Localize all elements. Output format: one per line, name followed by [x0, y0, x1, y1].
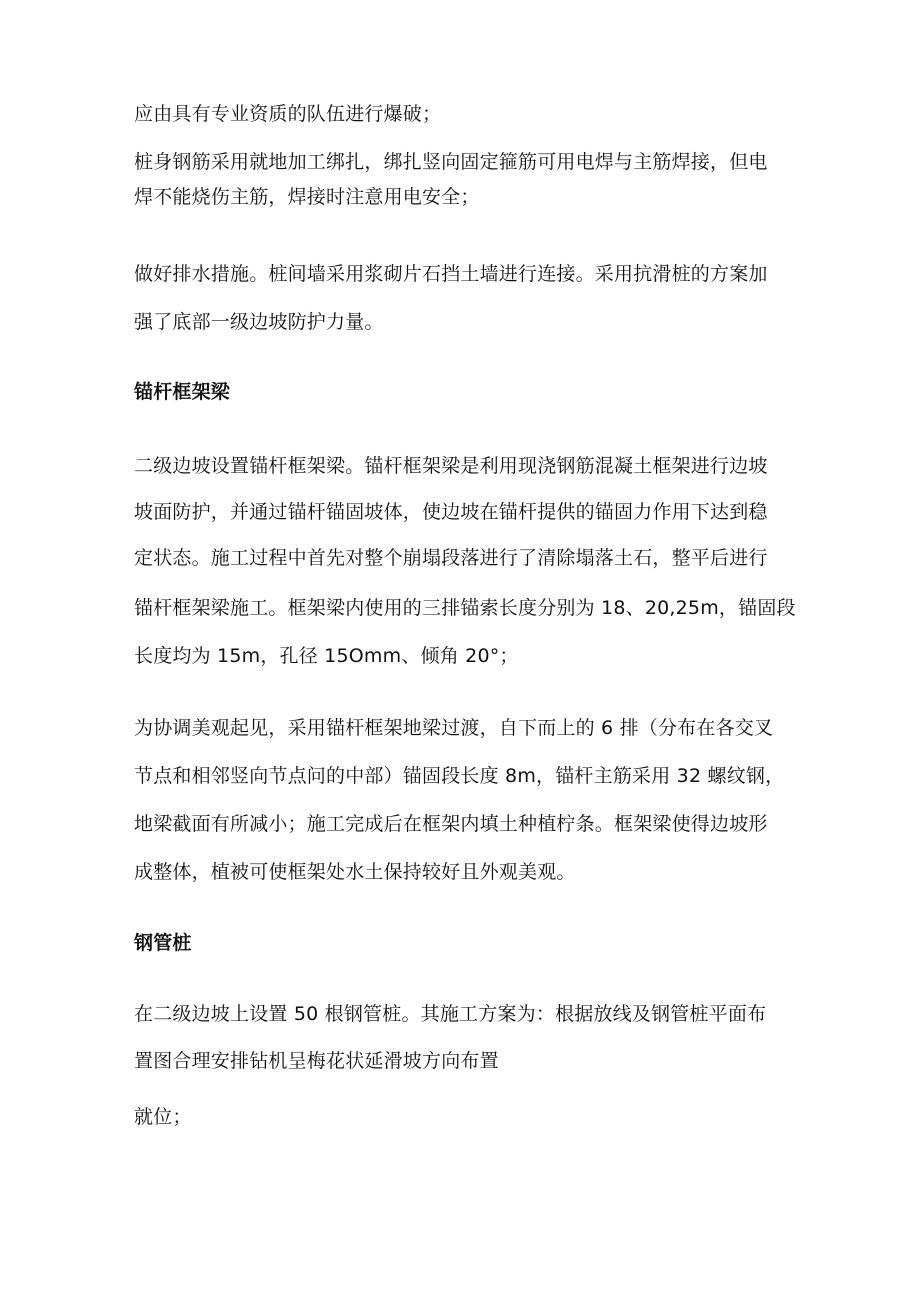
- text-line: 应由具有专业资质的队伍进行爆破；: [134, 103, 442, 125]
- text-line: 节点和相邻竖向节点问的中部）锚固段长度 8m，锚杆主筋采用 32 螺纹钢，: [134, 765, 785, 787]
- section-heading: 钢管桩: [134, 932, 192, 954]
- text-line: 在二级边坡上设置 50 根钢管桩。其施工方案为：根据放线及钢管桩平面布: [134, 1003, 767, 1025]
- text-line: 置图合理安排钻机呈梅花状延滑坡方向布置: [134, 1050, 499, 1072]
- text-line: 定状态。施工过程中首先对整个崩塌段落进行了清除塌落土石，整平后进行: [134, 547, 768, 569]
- text-line: 为协调美观起见，采用锚杆框架地梁过渡，自下而上的 6 排（分布在各交叉: [134, 717, 774, 739]
- text-line: 二级边坡设置锚杆框架梁。锚杆框架梁是利用现浇钢筋混凝土框架进行边坡: [134, 455, 768, 477]
- text-line: 焊不能烧伤主筋，焊接时注意用电安全；: [134, 186, 480, 208]
- text-line: 坡面防护，并通过锚杆锚固坡体，使边坡在锚杆提供的锚固力作用下达到稳: [134, 501, 768, 523]
- section-heading: 锚杆框架梁: [134, 381, 231, 403]
- text-line: 成整体，植被可使框架处水土保持较好且外观美观。: [134, 861, 576, 883]
- text-line: 强了底部一级边坡防护力量。: [134, 311, 384, 333]
- text-line: 地梁截面有所减小；施工完成后在框架内填土种植柠条。框架梁使得边坡形: [134, 813, 768, 835]
- text-line: 长度均为 15m，孔径 15Omm、倾角 20°；: [134, 645, 519, 667]
- text-line: 桩身钢筋采用就地加工绑扎，绑扎竖向固定箍筋可用电焊与主筋焊接，但电: [134, 151, 768, 173]
- text-line: 锚杆框架梁施工。框架梁内使用的三排锚索长度分别为 18、20,25m，锚固段: [134, 597, 796, 619]
- text-line: 做好排水措施。桩间墙采用浆砌片石挡土墙进行连接。采用抗滑桩的方案加: [134, 263, 768, 285]
- text-line: 就位；: [134, 1106, 192, 1128]
